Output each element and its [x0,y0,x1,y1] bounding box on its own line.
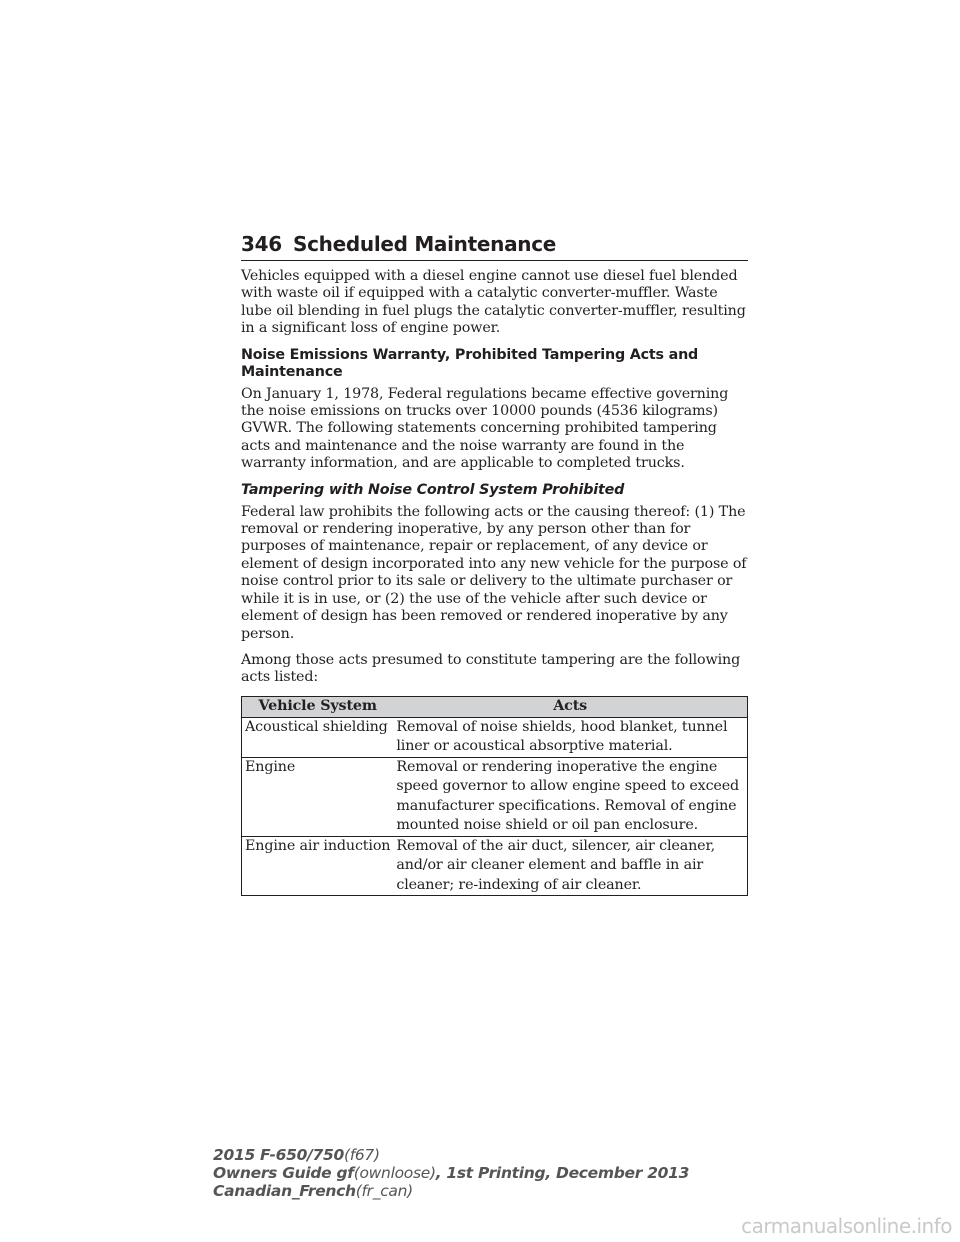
paragraph-federal-law: Federal law prohibits the following acts or the causing thereof: (1) The removal or rendering inoperative, by any person other than for purposes of maintenance, repair or replacement, of any device or element of design incorporated into any new vehicle for the purpose of noise control prior to its sale or delivery to the ultimate purchaser or while it is in use, or (2) the use of the vehicle after such device or element of design has been removed or rendered inoperative by any person. [241,503,747,642]
acts-cell: Removal of noise shields, hood blanket, tunnel liner or acoustical absorptive material. [393,717,747,757]
vehicle-system-cell: Engine [242,757,394,836]
table-row [242,757,748,836]
footer-line-guide: Owners Guide gf(ownloose), 1st Printing, December 2013 [213,1164,690,1182]
heading-tampering-prohibited: Tampering with Noise Control System Prohibited [241,481,625,498]
paragraph-federal-regulations: On January 1, 1978, Federal regulations became effective governing the noise emissions on trucks over 10000 pounds (4536 kilograms) GVWR. The following statements concerning prohibited tampering acts and maintenance and the noise warranty are found in the warranty information, and are applicable to completed trucks. [241,385,729,472]
vehicle-system-cell: Engine air induction [242,836,394,896]
paragraph-diesel-fuel: Vehicles equipped with a diesel engine cannot use diesel fuel blended with waste oil if equipped with a catalytic converter-muffler. Waste lube oil blending in fuel plugs the catalytic converter-muffler, resulting in a significant loss of engine power. [241,268,746,337]
section-title: Scheduled Maintenance [293,232,557,256]
column-header-acts: Acts [393,696,747,717]
document-footer [213,1146,689,1200]
paragraph-tampering-acts-intro: Among those acts presumed to constitute tampering are the following acts listed: [241,651,741,686]
vehicle-system-cell: Acoustical shielding [242,717,394,757]
page-number: 346 [241,232,282,256]
acts-cell: Removal of the air duct, silencer, air cleaner, and/or air cleaner element and baffle in air cleaner; re-indexing of air cleaner. [393,836,747,896]
watermark-text: carmanualsonline.info [741,1214,952,1238]
tampering-acts-table [241,696,748,897]
table-row [242,717,748,757]
acts-cell: Removal or rendering inoperative the engine speed governor to allow engine speed to exceed manufacturer specifications. Removal of engine mounted noise shield or oil pan enclosure. [393,757,747,836]
page-content [241,268,748,896]
footer-line-locale: Canadian_French(fr_can) [213,1182,413,1200]
heading-noise-emissions-warranty: Noise Emissions Warranty, Prohibited Tampering Acts and Maintenance [241,346,699,380]
table-header-row [242,696,748,717]
page-header [241,232,748,261]
table-row [242,836,748,896]
column-header-vehicle-system: Vehicle System [242,696,394,717]
footer-line-model: 2015 F-650/750(f67) [213,1146,380,1164]
